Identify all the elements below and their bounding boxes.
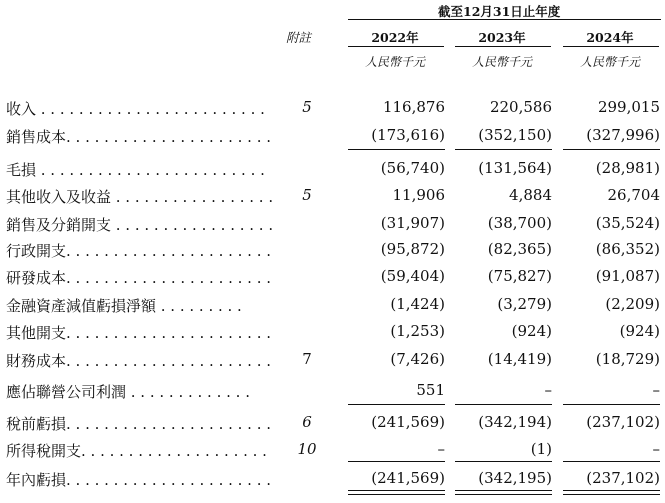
row-value: – [652, 381, 660, 399]
subtotal-rule [563, 490, 660, 491]
period-underline [348, 19, 661, 20]
row-label: 財務成本. . . . . . . . . . . . . . . . . . . . . . [6, 352, 272, 370]
row-label: 研發成本. . . . . . . . . . . . . . . . . . . . . . [6, 269, 272, 287]
row-note: 10 [297, 440, 317, 458]
row-value: (237,102) [586, 469, 660, 487]
row-label: 所得稅開支. . . . . . . . . . . . . . . . . . . . [6, 442, 267, 460]
subtotal-rule [455, 490, 552, 491]
row-label: 銷售及分銷開支 . . . . . . . . . . . . . . . . . [6, 216, 274, 234]
year-header-2023: 2023年 [478, 30, 526, 45]
row-label: 毛損 . . . . . . . . . . . . . . . . . . . . . . . . [6, 161, 265, 179]
row-value: (31,907) [380, 214, 445, 232]
row-value: – [437, 440, 445, 458]
row-value: (28,981) [595, 159, 660, 177]
row-value: (56,740) [380, 159, 445, 177]
row-value: (241,569) [371, 413, 445, 431]
row-value: – [544, 381, 552, 399]
year-underline-2024 [563, 46, 659, 47]
row-label: 行政開支. . . . . . . . . . . . . . . . . . . . . . [6, 242, 272, 260]
row-label: 其他開支. . . . . . . . . . . . . . . . . . . . . . [6, 324, 272, 342]
row-value: 220,586 [489, 98, 552, 116]
unit-label-2024: 人民幣千元 [579, 55, 640, 69]
row-value: (91,087) [595, 267, 660, 285]
row-value: (82,365) [487, 240, 552, 258]
row-value: (924) [619, 322, 660, 340]
row-value: (35,524) [595, 214, 660, 232]
row-value: (95,872) [380, 240, 445, 258]
row-value: 4,884 [509, 186, 552, 204]
row-value: 551 [416, 381, 445, 399]
subtotal-rule [455, 461, 552, 462]
subtotal-rule [563, 461, 660, 462]
row-label: 年內虧損. . . . . . . . . . . . . . . . . . . . . . [6, 471, 272, 489]
row-value: (1,253) [390, 322, 445, 340]
subtotal-rule [348, 494, 445, 495]
row-value: (924) [511, 322, 552, 340]
unit-label-2022: 人民幣千元 [364, 55, 425, 69]
row-label: 其他收入及收益 . . . . . . . . . . . . . . . . . [6, 188, 274, 206]
row-value: (342,195) [478, 469, 552, 487]
row-value: (131,564) [478, 159, 552, 177]
row-value: (2,209) [605, 295, 660, 313]
row-value: (3,279) [497, 295, 552, 313]
subtotal-rule [455, 494, 552, 495]
year-header-2022: 2022年 [371, 30, 419, 45]
subtotal-rule [348, 461, 445, 462]
row-value: – [652, 440, 660, 458]
row-note: 5 [302, 98, 312, 116]
row-value: (241,569) [371, 469, 445, 487]
note-column-header: 附註 [286, 30, 312, 45]
subtotal-rule [563, 404, 660, 405]
row-value: (59,404) [380, 267, 445, 285]
row-value: 26,704 [607, 186, 660, 204]
year-header-2024: 2024年 [586, 30, 634, 45]
row-value: (352,150) [478, 126, 552, 144]
row-value: (86,352) [595, 240, 660, 258]
row-note: 7 [302, 350, 312, 368]
row-label: 金融資產減值虧損淨額 . . . . . . . . . [6, 297, 242, 315]
row-label: 稅前虧損. . . . . . . . . . . . . . . . . . . . . . [6, 415, 272, 433]
row-value: (237,102) [586, 413, 660, 431]
row-value: (14,419) [487, 350, 552, 368]
row-value: (342,194) [478, 413, 552, 431]
row-value: 11,906 [392, 186, 445, 204]
subtotal-rule [563, 494, 660, 495]
row-note: 5 [302, 186, 312, 204]
row-value: (7,426) [390, 350, 445, 368]
row-value: 116,876 [382, 98, 445, 116]
year-underline-2023 [455, 46, 551, 47]
row-value: (1) [530, 440, 552, 458]
subtotal-rule [563, 149, 660, 150]
subtotal-rule [348, 149, 445, 150]
row-label: 銷售成本. . . . . . . . . . . . . . . . . . . . . . [6, 128, 272, 146]
row-value: (1,424) [390, 295, 445, 313]
row-label: 收入 . . . . . . . . . . . . . . . . . . . . . . . . [6, 100, 265, 118]
row-value: (38,700) [487, 214, 552, 232]
period-header: 截至12月31日止年度 [438, 4, 561, 19]
row-value: (18,729) [595, 350, 660, 368]
subtotal-rule [348, 490, 445, 491]
row-value: (75,827) [487, 267, 552, 285]
row-note: 6 [302, 413, 312, 431]
year-underline-2022 [348, 46, 444, 47]
row-value: 299,015 [597, 98, 660, 116]
subtotal-rule [455, 149, 552, 150]
subtotal-rule [348, 404, 445, 405]
row-label: 應佔聯營公司利潤 . . . . . . . . . . . . . [6, 383, 250, 401]
row-value: (173,616) [371, 126, 445, 144]
subtotal-rule [455, 404, 552, 405]
unit-label-2023: 人民幣千元 [471, 55, 532, 69]
row-value: (327,996) [586, 126, 660, 144]
